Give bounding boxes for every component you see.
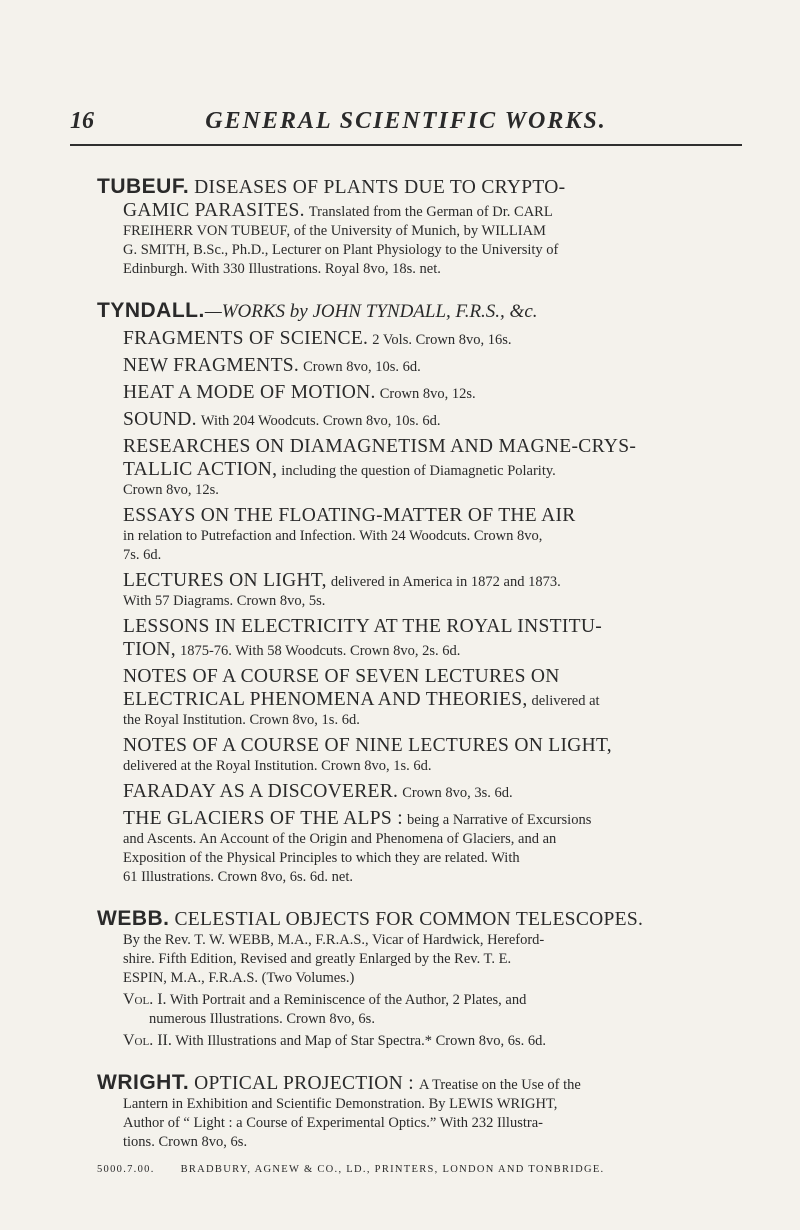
- book-item: [97, 327, 745, 350]
- book-description: G. SMITH, B.Sc., Ph.D., Lecturer on Plant Physiology to the University of: [123, 242, 559, 258]
- book-item: [97, 615, 745, 661]
- book-description: delivered in America in 1872 and 1873.: [330, 574, 561, 590]
- book-description: Edinburgh. With 330 Illustrations. Royal 8vo, 18s. net.: [123, 261, 441, 277]
- book-description: being a Narrative of Excursions: [406, 812, 592, 828]
- entry-wright: [97, 1072, 745, 1152]
- book-description: Author of “ Light : a Course of Experimental Optics.” With 232 Illustra-: [123, 1115, 543, 1131]
- book-description: 7s. 6d.: [123, 547, 162, 563]
- book-item: [97, 435, 745, 500]
- book-item: [97, 381, 745, 404]
- book-description: Exposition of the Physical Principles to which they are related. With: [123, 850, 520, 866]
- book-description: 1875-76. With 58 Woodcuts. Crown 8vo, 2s. 6d.: [179, 643, 461, 659]
- book-title: SOUND.: [123, 409, 197, 430]
- volume-label: Vol. II.: [123, 1032, 172, 1049]
- book-title-continued: ELECTRICAL PHENOMENA AND THEORIES,: [123, 689, 528, 710]
- book-description: shire. Fifth Edition, Revised and greatly Enlarged by the Rev. T. E.: [123, 951, 512, 967]
- book-description: Crown 8vo, 3s. 6d.: [402, 785, 513, 801]
- author-name: WEBB.: [97, 907, 170, 930]
- imprint-text: BRADBURY, AGNEW & CO., LD., PRINTERS, LONDON AND TONBRIDGE.: [180, 1164, 605, 1175]
- book-item: [97, 734, 745, 776]
- book-item: [97, 354, 745, 377]
- book-description: A Treatise on the Use of the: [418, 1077, 581, 1093]
- volume-label: Vol. I.: [123, 991, 167, 1008]
- book-title: CELESTIAL OBJECTS FOR COMMON TELESCOPES.: [174, 909, 644, 930]
- entry-webb: [97, 908, 745, 1051]
- book-description: Crown 8vo, 12s.: [123, 482, 219, 498]
- book-description: ESPIN, M.A., F.R.A.S. (Two Volumes.): [123, 970, 355, 986]
- book-title: THE GLACIERS OF THE ALPS :: [123, 808, 403, 829]
- book-title-continued: GAMIC PARASITES.: [123, 200, 305, 221]
- book-description: By the Rev. T. W. WEBB, M.A., F.R.A.S., Vicar of Hardwick, Hereford-: [123, 932, 545, 948]
- book-title: NOTES OF A COURSE OF NINE LECTURES ON LIGHT,: [123, 735, 612, 756]
- book-description: With 204 Woodcuts. Crown 8vo, 10s. 6d.: [200, 413, 441, 429]
- book-title: HEAT A MODE OF MOTION.: [123, 382, 376, 403]
- author-name: WRIGHT.: [97, 1071, 190, 1094]
- author-name: TUBEUF.: [97, 175, 190, 198]
- book-description: Crown 8vo, 10s. 6d.: [303, 359, 421, 375]
- volume-description: With Portrait and a Reminiscence of the Author, 2 Plates, and: [169, 992, 527, 1008]
- printer-imprint: [97, 1164, 757, 1175]
- book-title: FRAGMENTS OF SCIENCE.: [123, 328, 369, 349]
- volume-one: [97, 990, 745, 1029]
- book-title: OPTICAL PROJECTION :: [194, 1073, 414, 1094]
- running-title: GENERAL SCIENTIFIC WORKS.: [205, 108, 607, 134]
- volume-two: [97, 1031, 745, 1051]
- book-title-continued: TION,: [123, 639, 176, 660]
- book-title: RESEARCHES ON DIAMAGNETISM AND MAGNE-CRYS-: [123, 436, 637, 457]
- book-description: 2 Vols. Crown 8vo, 16s.: [372, 332, 512, 348]
- book-item: [97, 504, 745, 565]
- book-title: DISEASES OF PLANTS DUE TO CRYPTO-: [194, 177, 566, 198]
- book-description: delivered at the Royal Institution. Crown 8vo, 1s. 6d.: [123, 758, 432, 774]
- book-description: and Ascents. An Account of the Origin and Phenomena of Glaciers, and an: [123, 831, 557, 847]
- book-description: including the question of Diamagnetic Polarity.: [281, 463, 556, 479]
- book-description: the Royal Institution. Crown 8vo, 1s. 6d.: [123, 712, 360, 728]
- book-title: FARADAY AS A DISCOVERER.: [123, 781, 399, 802]
- imprint-code: 5000.7.00.: [97, 1164, 155, 1175]
- book-title: NEW FRAGMENTS.: [123, 355, 300, 376]
- book-item: [97, 780, 745, 803]
- book-item: [97, 807, 745, 887]
- book-item: [97, 408, 745, 431]
- book-description: Crown 8vo, 12s.: [379, 386, 476, 402]
- author-works-note: —WORKS by JOHN TYNDALL, F.R.S., &c.: [204, 301, 538, 322]
- book-title: LESSONS IN ELECTRICITY AT THE ROYAL INSTITU-: [123, 616, 603, 637]
- running-header: [70, 98, 742, 146]
- author-name: TYNDALL.: [97, 299, 205, 322]
- book-description: Lantern in Exhibition and Scientific Demonstration. By LEWIS WRIGHT,: [123, 1096, 558, 1112]
- book-item: [97, 665, 745, 730]
- book-item: [97, 569, 745, 611]
- book-title: ESSAYS ON THE FLOATING-MATTER OF THE AIR: [123, 505, 576, 526]
- entry-tyndall: [97, 300, 745, 887]
- book-title-continued: TALLIC ACTION,: [123, 459, 278, 480]
- page-number: 16: [70, 108, 94, 134]
- book-description: FREIHERR VON TUBEUF, of the University of Munich, by WILLIAM: [123, 223, 546, 239]
- book-title: NOTES OF A COURSE OF SEVEN LECTURES ON: [123, 666, 560, 687]
- book-description: tions. Crown 8vo, 6s.: [123, 1134, 248, 1150]
- book-description: 61 Illustrations. Crown 8vo, 6s. 6d. net.: [123, 869, 353, 885]
- book-description: Translated from the German of Dr. CARL: [308, 204, 553, 220]
- catalogue-content: [97, 176, 745, 1173]
- volume-description: numerous Illustrations. Crown 8vo, 6s.: [149, 1011, 375, 1027]
- volume-description: With Illustrations and Map of Star Spectra.* Crown 8vo, 6s. 6d.: [175, 1033, 546, 1049]
- book-description: delivered at: [531, 693, 600, 709]
- book-description: With 57 Diagrams. Crown 8vo, 5s.: [123, 593, 326, 609]
- book-description: in relation to Putrefaction and Infection. With 24 Woodcuts. Crown 8vo,: [123, 528, 543, 544]
- book-title: LECTURES ON LIGHT,: [123, 570, 327, 591]
- entry-tubeuf: [97, 176, 745, 279]
